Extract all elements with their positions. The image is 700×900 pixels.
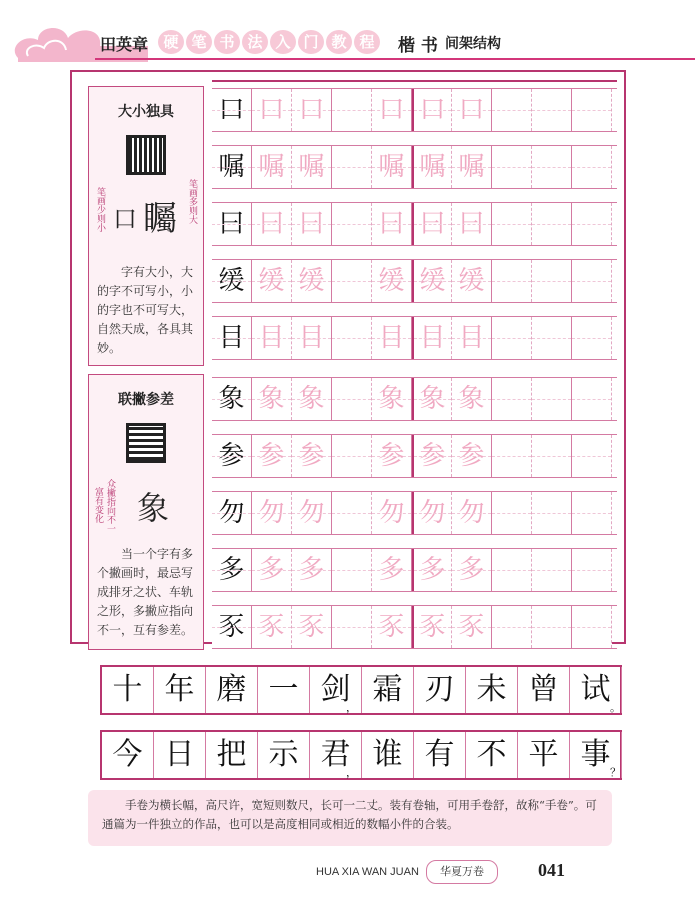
blank-cell [532, 549, 572, 591]
blank-cell [532, 317, 572, 359]
blank-cell [572, 549, 612, 591]
trace-char: 勿 [258, 498, 285, 528]
trace-char-cell [452, 606, 492, 648]
blank-cell [572, 492, 612, 534]
practice-row [212, 316, 617, 360]
poem-char: 磨 [206, 667, 258, 713]
trace-char-cell [412, 606, 452, 648]
model-char: 嘱 [218, 152, 245, 182]
poem-char: 霜 [362, 667, 414, 713]
blank-cell [332, 492, 372, 534]
blank-cell [532, 146, 572, 188]
blank-cell [532, 378, 572, 420]
poem-punct: 。 [610, 701, 621, 714]
trace-char-cell [292, 203, 332, 245]
poem-line [100, 730, 622, 780]
trace-char: 曰 [258, 209, 285, 239]
blank-cell [332, 317, 372, 359]
trace-char-cell [452, 89, 492, 131]
trace-char-cell [292, 549, 332, 591]
trace-char-cell [292, 146, 332, 188]
trace-char-cell [252, 606, 292, 648]
poem-punct: ， [346, 701, 357, 714]
trace-char: 曰 [378, 209, 405, 239]
blank-cell [492, 146, 532, 188]
poem-char: 一 [258, 667, 310, 713]
trace-char-cell [452, 492, 492, 534]
practice-row [212, 605, 617, 649]
trace-char: 参 [419, 441, 446, 471]
blank-cell [492, 549, 532, 591]
blank-cell [532, 203, 572, 245]
trace-char: 目 [258, 323, 285, 353]
trace-char-cell [412, 89, 452, 131]
blank-cell [332, 435, 372, 477]
trace-char: 口 [419, 95, 446, 125]
trace-char: 象 [378, 384, 405, 414]
lesson-description: 当一个字有多个撇画时，最忌写成排牙之状、车轨之形，多撇应指向不一，互有参差。 [97, 547, 194, 637]
trace-char: 目 [458, 323, 485, 353]
trace-char-cell [292, 89, 332, 131]
trace-char: 勿 [378, 498, 405, 528]
series-char: 硬 [158, 30, 184, 54]
trace-char: 缓 [378, 266, 405, 296]
trace-char-cell [252, 435, 292, 477]
practice-row [212, 491, 617, 535]
practice-grid [212, 80, 617, 656]
header-topic: 间架结构 [445, 36, 501, 52]
trace-char: 参 [458, 441, 485, 471]
series-char: 笔 [186, 30, 212, 54]
blank-cell [532, 260, 572, 302]
model-char-cell [212, 89, 252, 131]
practice-row [212, 88, 617, 132]
trace-char-cell [452, 378, 492, 420]
example-char-big: 矚 [143, 199, 177, 239]
blank-cell [532, 89, 572, 131]
trace-char-cell [372, 549, 412, 591]
blank-cell [332, 260, 372, 302]
trace-char: 勿 [298, 498, 325, 528]
model-char: 多 [218, 555, 245, 585]
trace-char: 勿 [419, 498, 446, 528]
trace-char: 口 [298, 95, 325, 125]
trace-char-cell [372, 146, 412, 188]
poem-line [100, 665, 622, 715]
trace-char-cell [292, 435, 332, 477]
trace-char: 口 [458, 95, 485, 125]
poem-char: 剑 [310, 667, 362, 713]
poem-char: 谁 [362, 732, 414, 778]
trace-char: 嘱 [378, 152, 405, 182]
trace-char: 豕 [378, 612, 405, 642]
blank-cell [492, 89, 532, 131]
trace-char: 豕 [419, 612, 446, 642]
poem-char: 曾 [518, 667, 570, 713]
poem-char: 试 [570, 667, 622, 713]
blank-cell [572, 378, 612, 420]
example-char-small: 口 [113, 205, 137, 233]
practice-row [212, 377, 617, 421]
blank-cell [492, 435, 532, 477]
trace-char-cell [252, 549, 292, 591]
model-char: 口 [218, 95, 245, 125]
header-style: 楷 书 [398, 36, 438, 56]
poem-char: 刃 [414, 667, 466, 713]
trace-char: 豕 [298, 612, 325, 642]
poem-char: 君 [310, 732, 362, 778]
blank-cell [332, 89, 372, 131]
blank-cell [572, 317, 612, 359]
model-char-cell [212, 606, 252, 648]
trace-char: 多 [258, 555, 285, 585]
practice-row [212, 259, 617, 303]
trace-char-cell [372, 606, 412, 648]
trace-char-cell [412, 260, 452, 302]
blank-cell [532, 492, 572, 534]
lesson-title: 联撇参差 [118, 392, 174, 408]
model-char: 豕 [218, 612, 245, 642]
trace-char: 目 [419, 323, 446, 353]
model-char: 目 [218, 323, 245, 353]
blank-cell [492, 378, 532, 420]
trace-char: 象 [258, 384, 285, 414]
poem-char: 有 [414, 732, 466, 778]
poem-char: 年 [154, 667, 206, 713]
trace-char: 嘱 [419, 152, 446, 182]
trace-char-cell [292, 260, 332, 302]
blank-cell [572, 89, 612, 131]
blank-cell [572, 435, 612, 477]
trace-char-cell [252, 378, 292, 420]
trace-char-cell [412, 146, 452, 188]
trace-char: 象 [298, 384, 325, 414]
trace-char: 目 [298, 323, 325, 353]
trace-char-cell [252, 492, 292, 534]
series-char: 教 [326, 30, 352, 54]
trace-char-cell [412, 492, 452, 534]
poem-punct: ？ [610, 766, 621, 779]
lesson-box-strokes [88, 374, 204, 650]
blank-cell [332, 146, 372, 188]
qr-code-icon [126, 135, 166, 175]
trace-char: 目 [378, 323, 405, 353]
blank-cell [492, 203, 532, 245]
trace-char-cell [452, 317, 492, 359]
trace-char-cell [252, 89, 292, 131]
model-char: 勿 [218, 498, 245, 528]
poem-char: 十 [102, 667, 154, 713]
trace-char: 参 [298, 441, 325, 471]
blank-cell [492, 260, 532, 302]
trace-char: 口 [258, 95, 285, 125]
trace-char: 口 [378, 95, 405, 125]
trace-char-cell [292, 317, 332, 359]
series-char: 入 [270, 30, 296, 54]
footnote-box: 手卷为横长幅，高尺许，宽短则数尺，长可一二丈。装有卷轴，可用手卷舒，故称“手卷”。可通篇为一件独立的作品，也可以是高度相同或相近的数幅小件的合装。 [88, 790, 612, 846]
trace-char: 象 [458, 384, 485, 414]
trace-char-cell [452, 435, 492, 477]
trace-char-cell [452, 203, 492, 245]
poem-char: 未 [466, 667, 518, 713]
blank-cell [572, 606, 612, 648]
blank-cell [492, 606, 532, 648]
lesson-side-label: 众撇指向不一 [105, 479, 115, 533]
lesson-title: 大小独具 [118, 104, 174, 120]
blank-cell [532, 606, 572, 648]
trace-char-cell [372, 89, 412, 131]
blank-cell [572, 203, 612, 245]
trace-char-cell [452, 260, 492, 302]
blank-cell [332, 203, 372, 245]
poem-char: 不 [466, 732, 518, 778]
trace-char: 缓 [298, 266, 325, 296]
trace-char: 嘱 [298, 152, 325, 182]
model-char-cell [212, 492, 252, 534]
practice-row [212, 145, 617, 189]
model-char-cell [212, 378, 252, 420]
trace-char-cell [252, 260, 292, 302]
trace-char-cell [372, 492, 412, 534]
header-series-title [158, 30, 380, 54]
trace-char: 多 [378, 555, 405, 585]
trace-char: 多 [458, 555, 485, 585]
series-char: 书 [214, 30, 240, 54]
trace-char-cell [412, 203, 452, 245]
trace-char-cell [372, 435, 412, 477]
trace-char-cell [412, 378, 452, 420]
series-char: 法 [242, 30, 268, 54]
blank-cell [572, 260, 612, 302]
trace-char-cell [292, 378, 332, 420]
model-char-cell [212, 549, 252, 591]
practice-row [212, 434, 617, 478]
page-number: 041 [538, 860, 565, 880]
blank-cell [492, 492, 532, 534]
trace-char: 多 [298, 555, 325, 585]
trace-char: 缓 [258, 266, 285, 296]
poem-char: 把 [206, 732, 258, 778]
blank-cell [332, 378, 372, 420]
practice-row [212, 548, 617, 592]
poem-char: 示 [258, 732, 310, 778]
trace-char-cell [372, 378, 412, 420]
trace-char-cell [252, 146, 292, 188]
model-char-cell [212, 260, 252, 302]
trace-char-cell [292, 492, 332, 534]
qr-code-icon [126, 423, 166, 463]
blank-cell [572, 146, 612, 188]
series-char: 门 [298, 30, 324, 54]
trace-char: 嘱 [258, 152, 285, 182]
header-author: 田英章 [100, 35, 149, 54]
poem-char: 事 [570, 732, 622, 778]
header-rule [95, 58, 695, 60]
trace-char-cell [252, 317, 292, 359]
trace-char: 象 [419, 384, 446, 414]
poem-punct: ， [346, 766, 357, 779]
model-char: 曰 [218, 209, 245, 239]
blank-cell [532, 435, 572, 477]
trace-char-cell [412, 549, 452, 591]
trace-char: 勿 [458, 498, 485, 528]
trace-char: 多 [419, 555, 446, 585]
lesson-side-label: 笔画多则大 [187, 179, 197, 224]
lesson-box-size [88, 86, 204, 366]
trace-char: 曰 [298, 209, 325, 239]
trace-char: 豕 [258, 612, 285, 642]
trace-char: 嘱 [458, 152, 485, 182]
publisher-badge: 华夏万卷 [426, 860, 498, 884]
trace-char-cell [452, 549, 492, 591]
model-char-cell [212, 146, 252, 188]
trace-char: 参 [378, 441, 405, 471]
trace-char-cell [372, 203, 412, 245]
model-char: 象 [218, 384, 245, 414]
trace-char-cell [412, 435, 452, 477]
poem-char: 日 [154, 732, 206, 778]
practice-row [212, 202, 617, 246]
trace-char: 曰 [419, 209, 446, 239]
trace-char-cell [372, 260, 412, 302]
poem-char: 今 [102, 732, 154, 778]
trace-char-cell [452, 146, 492, 188]
model-char-cell [212, 317, 252, 359]
blank-cell [492, 317, 532, 359]
poem-char: 平 [518, 732, 570, 778]
model-char-cell [212, 203, 252, 245]
blank-cell [332, 549, 372, 591]
series-char: 程 [354, 30, 380, 54]
model-char-cell [212, 435, 252, 477]
blank-cell [332, 606, 372, 648]
trace-char: 缓 [419, 266, 446, 296]
example-char: 象 [137, 489, 170, 527]
trace-char: 豕 [458, 612, 485, 642]
trace-char-cell [412, 317, 452, 359]
lesson-description: 字有大小，大的字不可写小，小的字也不可写大，自然天成，各具其妙。 [97, 265, 194, 355]
publisher-en: HUA XIA WAN JUAN [316, 866, 419, 878]
trace-char-cell [372, 317, 412, 359]
lesson-side-label: 富有变化 [93, 487, 103, 523]
lesson-side-label: 笔画少则小 [95, 187, 105, 232]
trace-char: 缓 [458, 266, 485, 296]
trace-char-cell [292, 606, 332, 648]
trace-char: 曰 [458, 209, 485, 239]
trace-char-cell [252, 203, 292, 245]
model-char: 参 [218, 441, 245, 471]
trace-char: 参 [258, 441, 285, 471]
model-char: 缓 [218, 266, 245, 296]
